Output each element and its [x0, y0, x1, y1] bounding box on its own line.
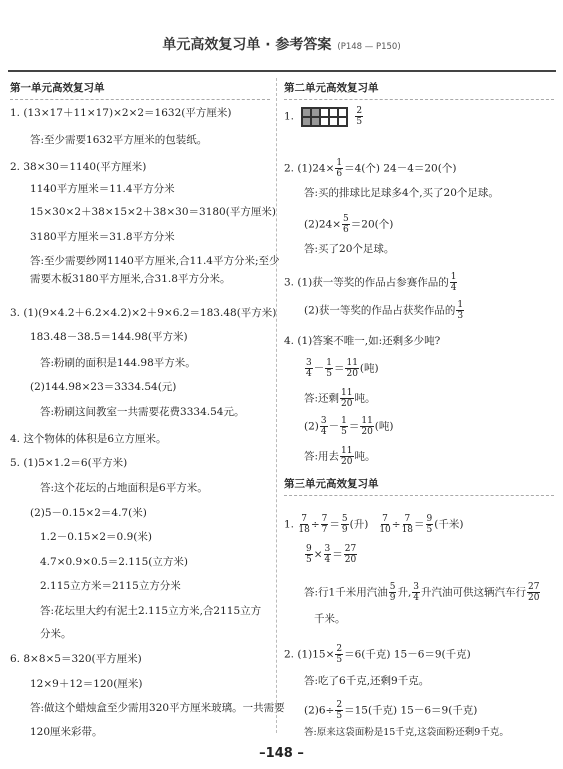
header-rule [8, 70, 556, 72]
text-line: 4. 这个物体的体积是6立方厘米。 [10, 433, 167, 445]
equation-line: (2) $\frac{3}{4}$ － $\frac{1}{5}$ ＝ $\frac{11}{20}$ (吨) [304, 416, 394, 437]
text-line: 答:吃了6千克,还剩9千克。 [304, 675, 430, 687]
text-line: (2)6÷ $\frac{2}{5}$ ＝15(千克) 15－6＝9(千克) [304, 700, 478, 721]
text-line: 12×9＋12＝120(厘米) [30, 678, 143, 690]
text-line: (2)5－0.15×2＝4.7(米) [30, 507, 147, 519]
text-line: 2. (1)15× $\frac{2}{5}$ ＝6(千克) 15－6＝9(千克) [284, 644, 471, 665]
text-line: 答:用去 $\frac{11}{20}$ 吨。 [304, 446, 376, 467]
text-line: 2. (1)24× $\frac{1}{6}$ ＝4(个) 24－4＝20(个) [284, 158, 457, 179]
text-line: 120厘米彩带。 [30, 726, 103, 738]
text-line: 6. 8×8×5＝320(平方厘米) [10, 653, 142, 665]
text-line: 15×30×2＋38×15×2＋38×30＝3180(平方厘米) [30, 206, 276, 218]
fraction: $\frac{2}{5}$ [356, 106, 363, 127]
text-line: 答:买了20个足球。 [304, 243, 395, 255]
text-line: 答:至少需要1632平方厘米的包装纸。 [30, 134, 208, 146]
section-title-unit2: 第二单元高效复习单 [284, 74, 554, 100]
column-divider [276, 78, 277, 733]
text-line: 2.115立方米＝2115立方分米 [40, 580, 181, 592]
text-line: 答:行1千米用汽油 $\frac{5}{9}$ 升, $\frac{3}{4}$ 升汽油可供这辆汽车行 $\frac{27}{20}$ [304, 582, 540, 603]
text-line: 3180平方厘米＝31.8平方分米 [30, 231, 175, 243]
text-line: 分米。 [40, 628, 72, 640]
q1-line: 1. $\frac{2}{5}$ [284, 106, 363, 127]
text-line: 5. (1)5×1.2＝6(平方米) [10, 457, 128, 469]
text-line: 4. (1)答案不唯一,如:还剩多少吨? [284, 335, 441, 347]
text-line: 答:做这个蜡烛盒至少需用320平方厘米玻璃。一共需要 [30, 702, 285, 714]
fraction-grid-figure [301, 107, 348, 127]
equation-line: $\frac{3}{4}$ － $\frac{1}{5}$ ＝ $\frac{11}{20}$ (吨) [306, 358, 379, 379]
text-line: 答:还剩 $\frac{11}{20}$ 吨。 [304, 388, 376, 409]
text-line: (2)144.98×23＝3334.54(元) [30, 381, 177, 393]
page-number: –148 – [259, 746, 304, 761]
text-line: 答:原来这袋面粉是15千克,这袋面粉还剩9千克。 [304, 727, 509, 738]
section-title-unit3: 第三单元高效复习单 [284, 470, 554, 496]
text-line: 2. 38×30＝1140(平方厘米) [10, 161, 147, 173]
text-line: 答:买的排球比足球多4个,买了20个足球。 [304, 187, 499, 199]
text-line: 千米。 [314, 613, 346, 625]
page-header [0, 34, 563, 54]
text-line: 答:粉刷的面积是144.98平方米。 [40, 357, 196, 369]
section-title-unit1: 第一单元高效复习单 [10, 74, 270, 100]
text-line: 需要木板3180平方厘米,合31.8平方分米。 [30, 273, 231, 285]
header-title: 单元高效复习单 · 参考答案 [162, 37, 332, 53]
text-line: 1. (13×17＋11×17)×2×2＝1632(平方厘米) [10, 107, 232, 119]
equation-line: 1. $\frac{7}{18}$ ÷ $\frac{7}{7}$ ＝ $\frac{5}{9}$ (升) $\frac{7}{10}$ ÷ $\frac{7}{18}$ ＝ $\frac{9}{5}$ (千米) [284, 514, 464, 535]
equation-line: $\frac{9}{5}$ × $\frac{3}{4}$ ＝ $\frac{27}{20}$ [306, 544, 357, 565]
left-column [10, 74, 285, 739]
right-column [284, 74, 554, 739]
text-line: 答:粉刷这间教室一共需要花费3334.54元。 [40, 406, 245, 418]
text-line: 3. (1)获一等奖的作品占参赛作品的 $\frac{1}{4}$ [284, 272, 457, 293]
text-line: (2)24× $\frac{5}{6}$ ＝20(个) [304, 214, 394, 235]
text-line: 1140平方厘米＝11.4平方分米 [30, 183, 175, 195]
text-line: 183.48－38.5＝144.98(平方米) [30, 331, 188, 343]
text-line: 1.2－0.15×2＝0.9(米) [40, 531, 152, 543]
text-line: 答:至少需要纱网1140平方厘米,合11.4平方分米;至少 [30, 255, 280, 267]
header-range: (P148 — P150) [337, 42, 401, 52]
text-line: 答:花坛里大约有泥土2.115立方米,合2115立方 [40, 605, 262, 617]
text-line: 3. (1)(9×4.2＋6.2×4.2)×2＋9×6.2＝183.48(平方米) [10, 307, 277, 319]
text-line: (2)获一等奖的作品占获奖作品的 $\frac{1}{3}$ [304, 300, 464, 321]
text-line: 4.7×0.9×0.5＝2.115(立方米) [40, 556, 188, 568]
text-line: 答:这个花坛的占地面积是6平方米。 [40, 482, 208, 494]
